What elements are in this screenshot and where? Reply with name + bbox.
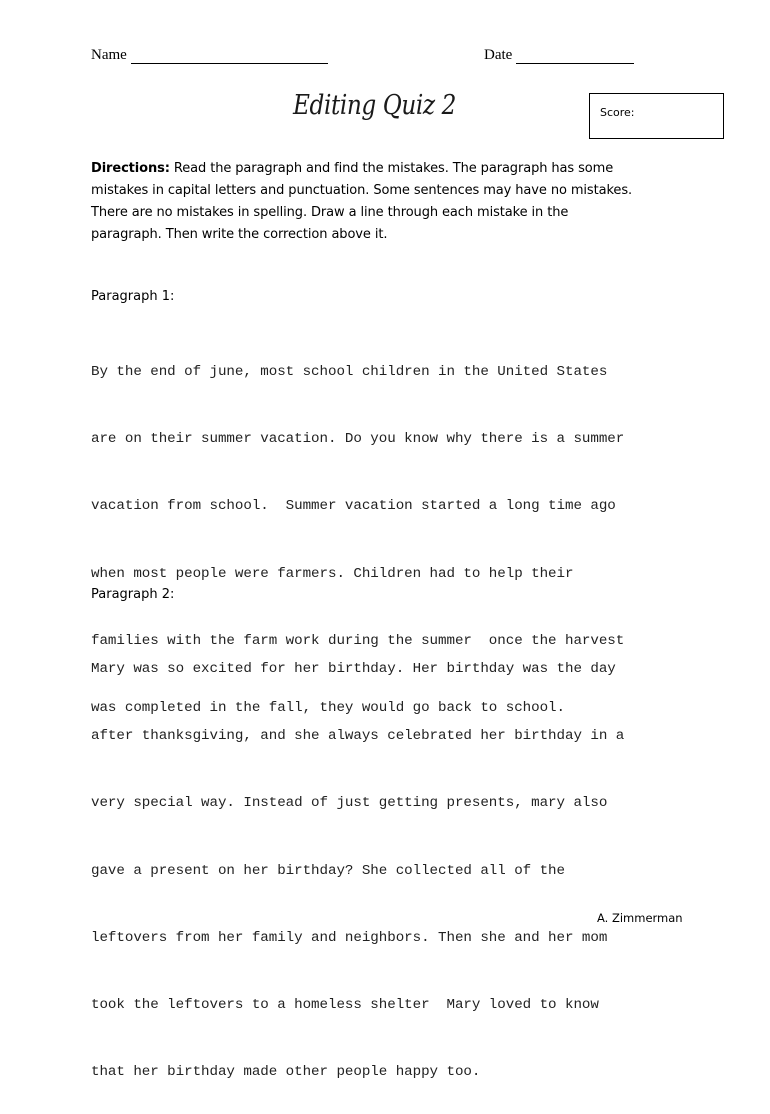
paragraph-line: that her birthday made other people happy too.: [91, 1064, 481, 1081]
paragraph-line: very special way. Instead of just getting presents, mary also: [91, 795, 608, 812]
paragraph-line: By the end of june, most school children in the United States: [91, 364, 608, 380]
paragraph-line: took the leftovers to a homeless shelter Mary loved to know: [91, 996, 599, 1013]
paragraph-2-text: [91, 628, 691, 1114]
directions-line: paragraph. Then write the correction above it.: [91, 227, 388, 242]
paragraph-line: was completed in the fall, they would go back to school.: [91, 699, 565, 716]
directions-line: [91, 158, 691, 180]
paragraph-line: vacation from school. Summer vacation started a long time ago: [91, 498, 616, 515]
paragraph-line: leftovers from her family and neighbors. Then she and her mom: [91, 929, 608, 946]
paragraph-line: when most people were farmers. Children had to help their: [91, 565, 574, 582]
paragraph-line: Mary was so excited for her birthday. Her birthday was the day: [91, 661, 616, 677]
directions-line-text: Read the paragraph and find the mistakes. The paragraph has some: [169, 161, 614, 176]
paragraph-line: are on their summer vacation. Do you know why there is a summer: [91, 431, 625, 448]
directions-line: There are no mistakes in spelling. Draw a line through each mistake in the: [91, 205, 569, 220]
directions: [91, 158, 691, 246]
author-credit: A. Zimmerman: [597, 911, 683, 925]
name-label: Name: [91, 47, 127, 63]
paragraph-1-heading: Paragraph 1:: [91, 289, 175, 304]
paragraph-line: gave a present on her birthday? She collected all of the: [91, 862, 565, 879]
paragraph-line: after thanksgiving, and she always celebrated her birthday in a: [91, 728, 625, 745]
date-blank-line[interactable]: [516, 63, 634, 64]
paragraph-2-heading: Paragraph 2:: [91, 587, 175, 602]
directions-line: mistakes in capital letters and punctuation. Some sentences may have no mistakes.: [91, 183, 633, 198]
score-box[interactable]: [589, 93, 724, 139]
paragraph-line: families with the farm work during the summer once the harvest: [91, 632, 625, 649]
name-blank-line[interactable]: [131, 63, 328, 64]
score-label: Score:: [600, 106, 635, 119]
page-title: Editing Quiz 2: [293, 90, 456, 121]
date-label: Date: [484, 47, 513, 63]
directions-lead: Directions:: [91, 161, 170, 176]
